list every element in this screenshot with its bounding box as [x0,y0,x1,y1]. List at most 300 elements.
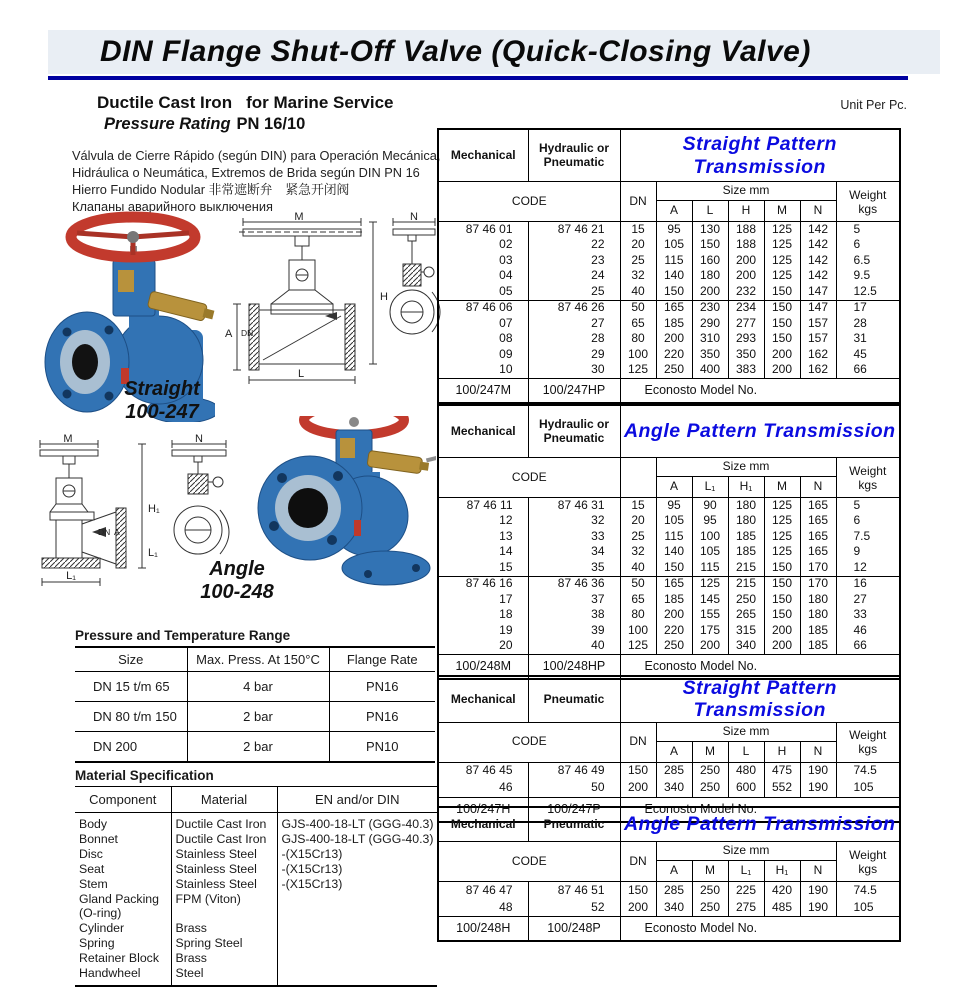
size-cell: 600 [728,780,764,798]
table-row [438,608,900,624]
size-subcolumn-header: N [800,861,836,882]
material-table-container [75,786,437,987]
size-cell: 485 [764,899,800,917]
size-subcolumn-header: H [764,741,800,762]
flange-rate-cell: PN16 [329,702,435,732]
code-header: CODE [438,842,620,882]
actuation-code-cell: 37 [528,592,620,608]
size-cell: 125 [764,238,800,254]
weight-header [836,182,900,222]
table-row [438,576,900,592]
size-cell: 250 [728,592,764,608]
size-cell: 150 [764,560,800,576]
weight-cell: 27 [836,592,900,608]
mechanical-column-header: Mechanical [438,807,528,842]
size-cell: 155 [692,608,728,624]
size-cell: 315 [728,623,764,639]
mechanical-code-cell: 18 [438,608,528,624]
size-cell: 200 [764,623,800,639]
actuation-code-cell: 87 46 51 [528,882,620,900]
size-cell: 150 [692,238,728,254]
size-cell: 95 [656,498,692,514]
brass-block [340,438,355,458]
actuation-code-cell: 27 [528,316,620,332]
column-header: Max. Press. At 150°C [187,647,329,672]
table-row [438,639,900,655]
straight-label: Straight [124,378,200,400]
size-cell: 190 [800,762,836,780]
column-header: EN and/or DIN [277,787,437,813]
table-row [438,623,900,639]
intro-line2 [104,115,305,134]
size-cell: 250 [692,899,728,917]
size-subcolumn-header: L₁ [728,861,764,882]
size-mm-header: Size mm [656,182,836,201]
weight-unit: kgs [858,861,878,876]
size-subcolumn-header: M [692,861,728,882]
table-row [75,846,437,861]
size-cell: 420 [764,882,800,900]
size-cell: 200 [764,363,800,379]
mechanical-code-cell: 48 [438,899,528,917]
weight-cell: 66 [836,639,900,655]
size-subcolumn-header: L [692,201,728,222]
size-subcolumn-header: L [728,741,764,762]
size-cell: 142 [800,269,836,285]
size-cell: 150 [764,284,800,300]
size-cell: 234 [728,300,764,316]
size-cell: 175 [692,623,728,639]
intro-line1-right: for Marine Service [246,93,394,112]
mechanical-code-cell: 12 [438,514,528,530]
dn-cell: 15 [620,498,656,514]
table-row [75,813,437,832]
actuation-code-cell: 29 [528,347,620,363]
mechanical-code-cell: 20 [438,639,528,655]
size-cell: 162 [800,363,836,379]
header-row [75,787,437,813]
mechanical-code-cell: 15 [438,560,528,576]
size-cell: DN 200 [75,732,187,763]
mechanical-code-cell: 17 [438,592,528,608]
actuation-code-cell: 39 [528,623,620,639]
size-cell: 180 [728,498,764,514]
unit-note: Unit Per Pc. [840,98,907,112]
actuation-code-cell: 38 [528,608,620,624]
actuation-code-cell: 87 46 49 [528,762,620,780]
econosto-model-note: Econosto Model No. [620,917,900,942]
dn-cell: 32 [620,269,656,285]
size-subcolumn-header: H₁ [764,861,800,882]
model-code-mechanical: 100/248H [438,917,528,942]
actuation-code-cell: 24 [528,269,620,285]
title-rule [48,76,908,80]
material-cell: Brass [171,950,277,965]
pressure-cell: 2 bar [187,732,329,763]
actuation-column-header: Pneumatic [528,676,620,722]
column-header: Material [171,787,277,813]
table-row [75,732,435,763]
size-cell: 95 [692,514,728,530]
size-subcolumn-header: M [764,201,800,222]
dim-label-L: L [297,368,305,380]
spec-table-straight-pneumatic [437,675,901,823]
size-cell: 200 [656,608,692,624]
weight-unit: kgs [858,477,878,492]
size-cell: 145 [692,592,728,608]
din-standard-cell [277,965,437,986]
size-subcolumn-header: N [800,741,836,762]
pressure-table-container [75,646,435,763]
dim-label-A: A [114,527,120,537]
actuation-code-cell: 23 [528,253,620,269]
size-cell: 275 [728,899,764,917]
actuation-column-header: Hydraulic or Pneumatic [528,129,620,182]
column-header: Flange Rate [329,647,435,672]
size-cell: 157 [800,316,836,332]
actuation-code-cell: 33 [528,529,620,545]
material-cell: Spring Steel [171,935,277,950]
size-cell: 250 [692,762,728,780]
title-band [48,30,940,74]
material-cell: Ductile Cast Iron [171,813,277,832]
dn-cell: 20 [620,514,656,530]
size-cell: 250 [692,780,728,798]
weight-cell: 74.5 [836,762,900,780]
pressure-rating-label: Pressure Rating [104,115,231,133]
flange-rate-cell: PN10 [329,732,435,763]
size-cell: 185 [656,592,692,608]
model-code-mechanical: 100/247M [438,379,528,404]
size-cell: 150 [764,608,800,624]
dn-cell: 200 [620,780,656,798]
size-cell: 230 [692,300,728,316]
model-code-actuation: 100/247HP [528,379,620,404]
weight-cell: 28 [836,316,900,332]
weight-cell: 31 [836,332,900,348]
size-cell: 130 [692,222,728,238]
row-group [438,222,900,301]
page-title: DIN Flange Shut-Off Valve (Quick-Closing Valve) [100,35,811,68]
din-standard-cell: GJS-400-18-LT (GGG-40.3) [277,831,437,846]
size-cell: DN 80 t/m 150 [75,702,187,732]
size-cell: 350 [728,347,764,363]
angle-code: 100-248 [200,581,274,603]
size-cell: 115 [656,253,692,269]
dn-cell: 125 [620,363,656,379]
component-cell: Cylinder [79,921,125,935]
row-group [438,498,900,577]
pressure-cell: 2 bar [187,702,329,732]
size-cell: 340 [656,899,692,917]
size-cell: 350 [692,347,728,363]
din-standard-cell: GJS-400-18-LT (GGG-40.3) [277,813,437,832]
table-row [438,762,900,780]
size-cell: 150 [764,592,800,608]
column-header: Component [75,787,171,813]
size-subcolumn-header: N [800,201,836,222]
mechanical-code-cell: 87 46 45 [438,762,528,780]
mechanical-code-cell: 87 46 01 [438,222,528,238]
model-code-mechanical: 100/248M [438,655,528,680]
size-cell: 232 [728,284,764,300]
size-mm-header: Size mm [656,722,836,741]
size-cell: 383 [728,363,764,379]
row-group [438,762,900,797]
table-row [438,514,900,530]
row-group [438,300,900,379]
size-cell: 310 [692,332,728,348]
material-cell: Steel [171,965,277,986]
weight-header [836,842,900,882]
spec-table [437,675,901,823]
size-cell: 90 [692,498,728,514]
size-cell: 115 [656,529,692,545]
table-row [438,300,900,316]
size-cell: 165 [800,545,836,561]
component-cell: Body [79,817,108,831]
table-row [438,238,900,254]
table-row [438,560,900,576]
table-row [75,672,435,702]
spec-table [437,806,901,942]
weight-label: Weight [849,187,887,202]
actuation-code-cell: 40 [528,639,620,655]
size-cell: 475 [764,762,800,780]
table-row [438,269,900,285]
table-row [438,899,900,917]
actuation-column-header: Pneumatic [528,807,620,842]
straight-figure-label [92,378,232,424]
table-row [438,363,900,379]
size-cell: 150 [656,560,692,576]
material-cell: Stainless Steel [171,861,277,876]
weight-cell: 6.5 [836,253,900,269]
size-cell: 180 [692,269,728,285]
econosto-model-note: Econosto Model No. [620,797,900,822]
actuation-code-cell: 50 [528,780,620,798]
size-cell: 160 [692,253,728,269]
size-cell: 200 [692,284,728,300]
weight-unit: kgs [858,201,878,216]
size-cell: 165 [800,514,836,530]
actuation-code-cell: 87 46 36 [528,576,620,592]
weight-cell: 74.5 [836,882,900,900]
mechanical-code-cell: 09 [438,347,528,363]
din-standard-cell [277,950,437,965]
spec-table-angle-hydraulic [437,404,901,680]
dn-cell: 15 [620,222,656,238]
size-cell: 140 [656,545,692,561]
description-line: Hidráulica o Neumática, Extremos de Brida según DIN PN 16 [72,165,420,180]
brass-cylinder [367,448,436,475]
size-cell: 200 [764,347,800,363]
dn-cell: 125 [620,639,656,655]
description-line: Válvula de Cierre Rápido (según DIN) para Operación Mecánica, [72,148,441,163]
dn-cell: 25 [620,529,656,545]
table-row [75,965,437,986]
size-subcolumn-header: A [656,861,692,882]
straight-technical-drawing [213,212,441,390]
weight-cell: 45 [836,347,900,363]
size-cell: 200 [728,253,764,269]
actuation-column-header: Hydraulic or Pneumatic [528,405,620,458]
actuation-code-cell: 87 46 26 [528,300,620,316]
component-cell: Retainer Block [79,951,159,965]
size-cell: 185 [800,639,836,655]
weight-unit: kgs [858,742,878,757]
dim-label-M: M [63,433,73,445]
spec-table [437,128,901,404]
dn-header: DN [620,182,656,222]
table-row [75,891,437,920]
table-row [438,347,900,363]
size-cell: 150 [764,332,800,348]
econosto-model-note: Econosto Model No. [620,379,900,404]
size-cell: 165 [800,529,836,545]
actuation-code-cell: 22 [528,238,620,254]
table-row [75,950,437,965]
dim-label-H: H [380,291,388,303]
component-cell: Disc [79,847,103,861]
size-cell: 125 [764,269,800,285]
size-cell: 340 [728,639,764,655]
mechanical-code-cell: 04 [438,269,528,285]
table-row [75,920,437,935]
pressure-rating-value: PN 16/10 [236,115,306,133]
size-cell: 147 [800,284,836,300]
dn-cell: 40 [620,560,656,576]
weight-label: Weight [849,847,887,862]
weight-cell: 17 [836,300,900,316]
size-cell: 200 [692,639,728,655]
table-row [75,861,437,876]
material-specification-table [75,786,437,987]
dim-label-DN: DN [98,527,111,537]
weight-cell: 12 [836,560,900,576]
size-cell: 185 [800,623,836,639]
red-tag [354,520,361,536]
flange-rate-cell: PN16 [329,672,435,702]
size-cell: 215 [728,576,764,592]
dim-label-L1-side: L₁ [148,547,158,559]
mechanical-code-cell: 05 [438,284,528,300]
mechanical-code-cell: 46 [438,780,528,798]
weight-cell: 33 [836,608,900,624]
actuation-code-cell: 87 46 21 [528,222,620,238]
size-cell: 480 [728,762,764,780]
mechanical-code-cell: 08 [438,332,528,348]
intro-line1-left: Ductile Cast Iron [97,93,233,112]
size-cell: 285 [656,762,692,780]
size-subcolumn-header: M [692,741,728,762]
weight-cell: 6 [836,514,900,530]
weight-label: Weight [849,463,887,478]
size-cell: 200 [728,269,764,285]
component-cell: Handwheel [79,966,141,980]
size-cell: 125 [764,253,800,269]
mechanical-code-cell: 14 [438,545,528,561]
weight-cell: 5 [836,498,900,514]
dn-cell: 100 [620,623,656,639]
dim-label-A: A [225,328,233,340]
dim-label-DN: DN [241,328,254,338]
size-cell: 157 [800,332,836,348]
size-cell: 285 [656,882,692,900]
dn-cell: 80 [620,332,656,348]
size-mm-header: Size mm [656,842,836,861]
dim-label-N: N [410,212,418,223]
dim-label-M: M [294,212,304,223]
table-row [438,498,900,514]
dn-header [620,458,656,498]
weight-header [836,458,900,498]
model-code-mechanical: 100/247H [438,797,528,822]
size-cell: 188 [728,222,764,238]
dim-label-H1: H₁ [148,503,160,515]
dn-cell: 200 [620,899,656,917]
size-cell: 185 [656,316,692,332]
dn-header: DN [620,722,656,762]
pressure-temperature-table [75,646,435,763]
row-group [438,882,900,917]
table-row [438,592,900,608]
size-cell: 215 [728,560,764,576]
code-header: CODE [438,458,620,498]
row-group [438,576,900,655]
table-row [438,253,900,269]
din-standard-cell [277,920,437,935]
din-standard-cell: -(X15Cr13) [277,861,437,876]
size-cell: 250 [656,639,692,655]
brass-block [118,270,134,292]
size-subcolumn-header: A [656,741,692,762]
size-cell: 162 [800,347,836,363]
table-row [438,332,900,348]
size-cell: 125 [764,222,800,238]
footer-row [438,917,900,942]
din-standard-cell [277,935,437,950]
mechanical-code-cell: 87 46 16 [438,576,528,592]
table-row [438,316,900,332]
econosto-model-note: Econosto Model No. [620,655,900,680]
material-cell: Stainless Steel [171,846,277,861]
mechanical-code-cell: 87 46 11 [438,498,528,514]
dn-cell: 50 [620,300,656,316]
size-cell: 165 [656,300,692,316]
weight-cell: 105 [836,899,900,917]
din-standard-cell [277,891,437,920]
dim-label-N: N [195,433,203,445]
size-cell: 552 [764,780,800,798]
material-cell: Brass [171,920,277,935]
size-cell: 185 [728,545,764,561]
size-cell: 170 [800,560,836,576]
mechanical-code-cell: 10 [438,363,528,379]
table-row [438,222,900,238]
mechanical-code-cell: 07 [438,316,528,332]
material-table-title: Material Specification [75,768,214,783]
angle-figure-label [167,558,307,604]
size-cell: 265 [728,608,764,624]
model-code-actuation: 100/248HP [528,655,620,680]
weight-label: Weight [849,728,887,743]
weight-cell: 9 [836,545,900,561]
size-cell: 142 [800,238,836,254]
pattern-transmission-title: Angle Pattern Transmission [620,807,900,842]
size-cell: 220 [656,623,692,639]
mechanical-code-cell: 19 [438,623,528,639]
